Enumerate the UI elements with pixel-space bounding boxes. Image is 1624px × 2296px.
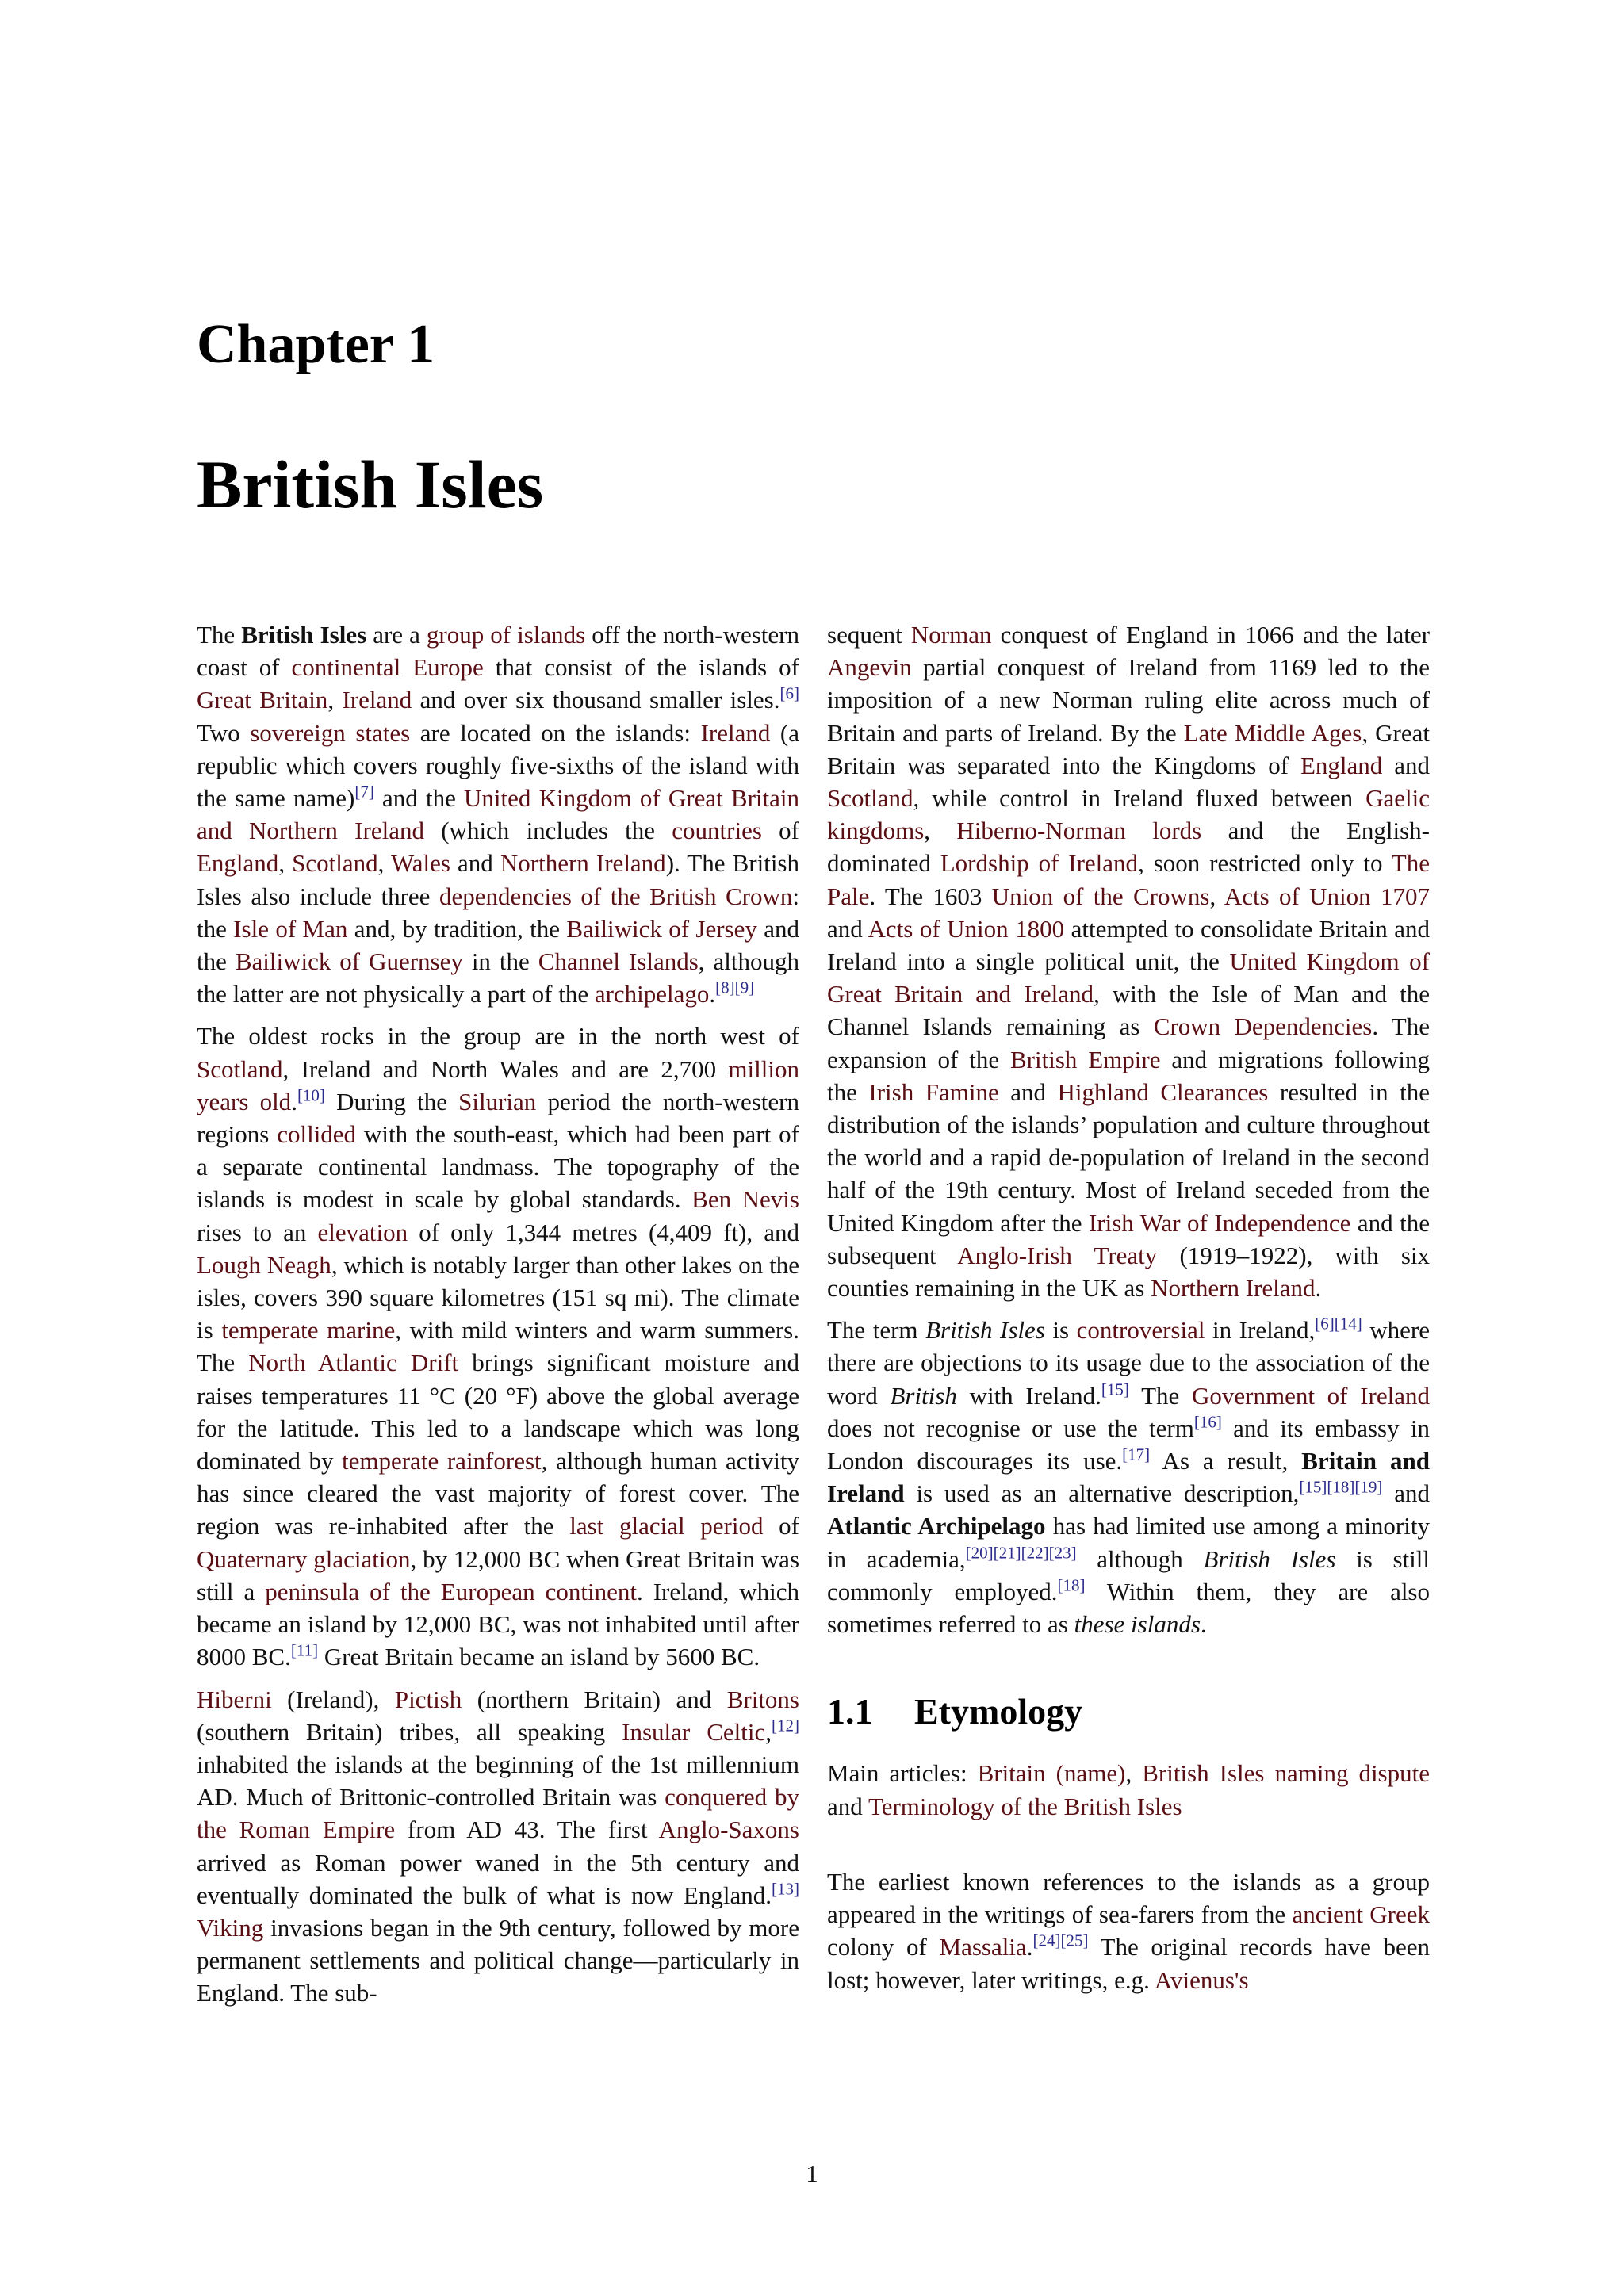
- wiki-link[interactable]: Lough Neagh: [197, 1250, 331, 1279]
- wiki-link[interactable]: Pictish: [394, 1685, 462, 1713]
- wiki-link[interactable]: Isle of Man: [233, 914, 348, 943]
- wiki-link[interactable]: Scotland: [292, 849, 378, 878]
- wiki-link[interactable]: Quaternary glaciation: [197, 1544, 411, 1573]
- wiki-link[interactable]: collided: [277, 1120, 357, 1149]
- wiki-link[interactable]: Angevin: [827, 653, 912, 682]
- wiki-link[interactable]: Northern Ireland: [500, 849, 666, 878]
- wiki-link[interactable]: last glacial period: [569, 1512, 764, 1540]
- wiki-link[interactable]: million years old: [197, 1054, 799, 1115]
- wiki-link[interactable]: Insular Celtic: [622, 1717, 766, 1746]
- wiki-link[interactable]: Massalia: [939, 1933, 1027, 1961]
- citation-ref[interactable]: [15]: [1299, 1477, 1327, 1497]
- wiki-link[interactable]: Crown Dependencies: [1153, 1012, 1373, 1041]
- citation-ref[interactable]: [22]: [1021, 1543, 1049, 1563]
- citation-ref[interactable]: [18]: [1327, 1477, 1355, 1497]
- wiki-link[interactable]: Avienus's: [1154, 1965, 1249, 1994]
- wiki-link[interactable]: United Kingdom of Great Britain and Northern Ireland: [197, 784, 799, 845]
- wiki-link[interactable]: Ireland: [342, 686, 412, 714]
- wiki-link[interactable]: Silurian: [458, 1087, 537, 1115]
- wiki-link[interactable]: elevation: [317, 1218, 408, 1246]
- bold-term: British Isles: [241, 621, 367, 649]
- wiki-link[interactable]: England: [197, 849, 279, 878]
- section-heading: [827, 1689, 1430, 1733]
- wiki-link[interactable]: sovereign states: [250, 718, 411, 747]
- wiki-link[interactable]: Britons: [726, 1685, 799, 1713]
- wiki-link[interactable]: Ireland: [700, 718, 771, 747]
- wiki-link[interactable]: Gaelic kingdoms: [827, 784, 1430, 845]
- paragraph-etymology: The earliest known references to the islands as a group appeared in the writings of sea-farers from the ancient Greek colony of Massalia.[24][25] The original records have been lost; however, later writings, e.g. Avienus's: [827, 1867, 1431, 1994]
- chapter-label: Chapter 1: [197, 314, 435, 375]
- italic-term: British: [890, 1381, 957, 1410]
- citation-ref[interactable]: [13]: [772, 1879, 799, 1899]
- left-column: [197, 618, 799, 2019]
- citation-ref[interactable]: [6]: [1315, 1314, 1335, 1334]
- wiki-link[interactable]: Britain (name): [977, 1759, 1126, 1788]
- main-articles-note: Main articles: Britain (name), British Isles naming dispute and Terminology of the British Isles: [827, 1759, 1430, 1820]
- wiki-link[interactable]: Bailiwick of Jersey: [566, 914, 757, 943]
- wiki-link[interactable]: Hiberni: [197, 1685, 272, 1713]
- citation-ref[interactable]: [15]: [1101, 1380, 1129, 1399]
- wiki-link[interactable]: Terminology of the British Isles: [868, 1792, 1182, 1820]
- wiki-link[interactable]: dependencies of the British Crown: [439, 882, 793, 910]
- wiki-link[interactable]: archipelago: [594, 980, 710, 1008]
- paragraph-history-early: Hiberni (Ireland), Pictish (northern Britain) and Britons (southern Britain) tribes, all speaking Insular Celtic,[12] inhabited the islands at the beginning of the 1st millennium AD. Much of Brittonic-controlled Britain was conquered by the Roman Empire from AD 43. The first Anglo-Saxons arrived as Roman power waned in the 5th century and eventually dominated the bulk of what is now England.[13] Viking invasions began in the 9th century, followed by more permanent settlements and political change—particularly in England. The sub-: [197, 1685, 799, 2007]
- italic-term: these islands: [1074, 1610, 1201, 1639]
- italic-term: British Isles: [925, 1316, 1045, 1345]
- citation-ref[interactable]: [25]: [1060, 1931, 1089, 1950]
- wiki-link[interactable]: Irish War of Independence: [1088, 1208, 1351, 1237]
- wiki-link[interactable]: North Atlantic Drift: [248, 1349, 459, 1377]
- bold-term: Britain and Ireland: [827, 1447, 1431, 1508]
- wiki-link[interactable]: Bailiwick of Guernsey: [235, 947, 463, 976]
- wiki-link[interactable]: Anglo-Irish Treaty: [957, 1241, 1158, 1269]
- citation-ref[interactable]: [24]: [1032, 1931, 1061, 1950]
- wiki-link[interactable]: Hiberno-Norman lords: [956, 817, 1202, 845]
- bold-term: Atlantic Archipelago: [827, 1512, 1046, 1540]
- wiki-link[interactable]: Highland Clearances: [1057, 1077, 1269, 1106]
- citation-ref[interactable]: [10]: [297, 1085, 325, 1105]
- wiki-link[interactable]: controversial: [1076, 1316, 1205, 1345]
- wiki-link[interactable]: Acts of Union 1707: [1224, 882, 1431, 910]
- wiki-link[interactable]: Union of the Crowns: [991, 882, 1210, 910]
- citation-ref[interactable]: [19]: [1354, 1477, 1383, 1497]
- chapter-title: British Isles: [197, 446, 544, 522]
- wiki-link[interactable]: temperate rainforest: [342, 1447, 542, 1475]
- wiki-link[interactable]: Northern Ireland: [1151, 1274, 1316, 1303]
- paragraph-geography: The oldest rocks in the group are in the north west of Scotland, Ireland and North Wales and are 2,700 million years old.[10] During the Silurian period the north-western regions collided with the south-east, which had been part of a separate continental landmass. The topography of the islands is modest in scale by global standards. Ben Nevis rises to an elevation of only 1,344 metres (4,409 ft), and Lough Neagh, which is notably larger than other lakes on the isles, covers 390 square kilometres (151 sq mi). The climate is temperate marine, with mild winters and warm summers. The North Atlantic Drift brings significant moisture and raises temperatures 11 °C (20 °F) above the global average for the latitude. This led to a landscape which was long dominated by temperate rainforest, although human activity has since cleared the vast majority of forest cover. The region was re-inhabited after the last glacial period of Quaternary glaciation, by 12,000 BC when Great Britain was still a peninsula of the European continent. Ireland, which became an island by 12,000 BC, was not inhabited until after 8000 BC.[11] Great Britain became an island by 5600 BC.: [197, 1022, 800, 1671]
- wiki-link[interactable]: Lordship of Ireland: [940, 849, 1139, 878]
- citation-ref[interactable]: [7]: [354, 782, 374, 802]
- paragraph-intro: The British Isles are a group of islands off the north-western coast of continental Europe that consist of the islands of Great Britain, Ireland and over six thousand smaller isles.[6] Two sovereign states are located on the islands: Ireland (a republic which covers roughly five-sixths of the island with the same name)[7] and the United Kingdom of Great Britain and Northern Ireland (which includes the countries of England, Scotland, Wales and Northern Ireland). The British Isles also include three dependencies of the British Crown: the Isle of Man and, by tradition, the Bailiwick of Jersey and the Bailiwick of Guernsey in the Channel Islands, although the latter are not physically a part of the archipelago.[8][9]: [197, 621, 800, 1008]
- wiki-link[interactable]: Scotland: [197, 1054, 283, 1083]
- wiki-link[interactable]: England: [1300, 751, 1383, 779]
- paragraph-history-later: sequent Norman conquest of England in 1066 and the later Angevin partial conquest of Ireland from 1169 led to the imposition of a new Norman ruling elite across much of Britain and parts of Ireland. By the Late Middle Ages, Great Britain was separated into the Kingdoms of England and Scotland, while control in Ireland fluxed between Gaelic kingdoms, Hiberno-Norman lords and the English-dominated Lordship of Ireland, soon restricted only to The Pale. The 1603 Union of the Crowns, Acts of Union 1707 and Acts of Union 1800 attempted to consolidate Britain and Ireland into a single political unit, the United Kingdom of Great Britain and Ireland, with the Isle of Man and the Channel Islands remaining as Crown Dependencies. The expansion of the British Empire and migrations following the Irish Famine and Highland Clearances resulted in the distribution of the islands’ population and culture throughout the world and a rapid de-population of Ireland in the second half of the 19th century. Most of Ireland seceded from the United Kingdom after the Irish War of Independence and the subsequent Anglo-Irish Treaty (1919–1922), with six counties remaining in the UK as Northern Ireland.: [827, 621, 1431, 1303]
- italic-term: British Isles: [1203, 1544, 1336, 1573]
- wiki-link[interactable]: ancient Greek: [1292, 1900, 1431, 1929]
- wiki-link[interactable]: countries: [672, 817, 762, 845]
- wiki-link[interactable]: British Empire: [1009, 1045, 1161, 1073]
- wiki-link[interactable]: conquered by the Roman Empire: [197, 1783, 799, 1844]
- wiki-link[interactable]: Acts of Union 1800: [868, 914, 1065, 943]
- citation-ref[interactable]: [23]: [1048, 1543, 1077, 1563]
- wiki-link[interactable]: Irish Famine: [868, 1077, 999, 1106]
- wiki-link[interactable]: Scotland: [827, 784, 914, 813]
- citation-ref[interactable]: [11]: [290, 1640, 319, 1660]
- wiki-link[interactable]: The Pale: [827, 849, 1430, 910]
- wiki-link[interactable]: United Kingdom of Great Britain and Ireland: [827, 947, 1431, 1008]
- citation-ref[interactable]: [9]: [734, 978, 755, 997]
- citation-ref[interactable]: [18]: [1057, 1575, 1086, 1595]
- citation-ref[interactable]: [14]: [1334, 1314, 1362, 1334]
- wiki-link[interactable]: Great Britain: [197, 686, 328, 714]
- section-title: Etymology: [914, 1691, 1083, 1732]
- wiki-link[interactable]: Anglo-Saxons: [658, 1816, 799, 1844]
- citation-ref[interactable]: [8]: [715, 978, 735, 997]
- section-number: 1.1: [827, 1691, 873, 1732]
- wiki-link[interactable]: Viking: [197, 1913, 264, 1942]
- wiki-link[interactable]: Government of Ireland: [1192, 1381, 1430, 1410]
- citation-ref[interactable]: [6]: [779, 684, 799, 704]
- right-column: [827, 618, 1430, 2006]
- wiki-link[interactable]: Late Middle Ages: [1183, 718, 1362, 747]
- paragraph-terminology: The term British Isles is controversial in Ireland,[6][14] where there are objections to its usage due to the association of the word British with Ireland.[15] The Government of Ireland does not recognise or use the term[16] and its embassy in London discourages its use.[17] As a result, Britain and Ireland is used as an alternative description,[15][18][19] and Atlantic Archipelago has had limited use among a minority in academia,[20][21][22][23] although British Isles is still commonly employed.[18] Within them, they are also sometimes referred to as these islands.: [827, 1314, 1431, 1639]
- wiki-link[interactable]: Channel Islands: [538, 947, 699, 976]
- citation-ref[interactable]: [12]: [772, 1716, 799, 1735]
- wiki-link[interactable]: Ben Nevis: [691, 1185, 799, 1214]
- wiki-link[interactable]: peninsula of the European continent: [265, 1577, 637, 1605]
- citation-ref[interactable]: [21]: [993, 1543, 1021, 1563]
- wiki-link[interactable]: temperate marine: [221, 1316, 396, 1345]
- wiki-link[interactable]: continental Europe: [291, 653, 484, 682]
- wiki-link[interactable]: group of islands: [426, 621, 586, 649]
- wiki-link[interactable]: Norman: [910, 621, 992, 649]
- citation-ref[interactable]: [20]: [965, 1543, 994, 1563]
- citation-ref[interactable]: [17]: [1122, 1445, 1151, 1464]
- page-number: 1: [806, 2160, 818, 2187]
- wiki-link[interactable]: Wales: [390, 849, 450, 878]
- citation-ref[interactable]: [16]: [1193, 1412, 1222, 1432]
- wiki-link[interactable]: British Isles naming dispute: [1142, 1759, 1430, 1788]
